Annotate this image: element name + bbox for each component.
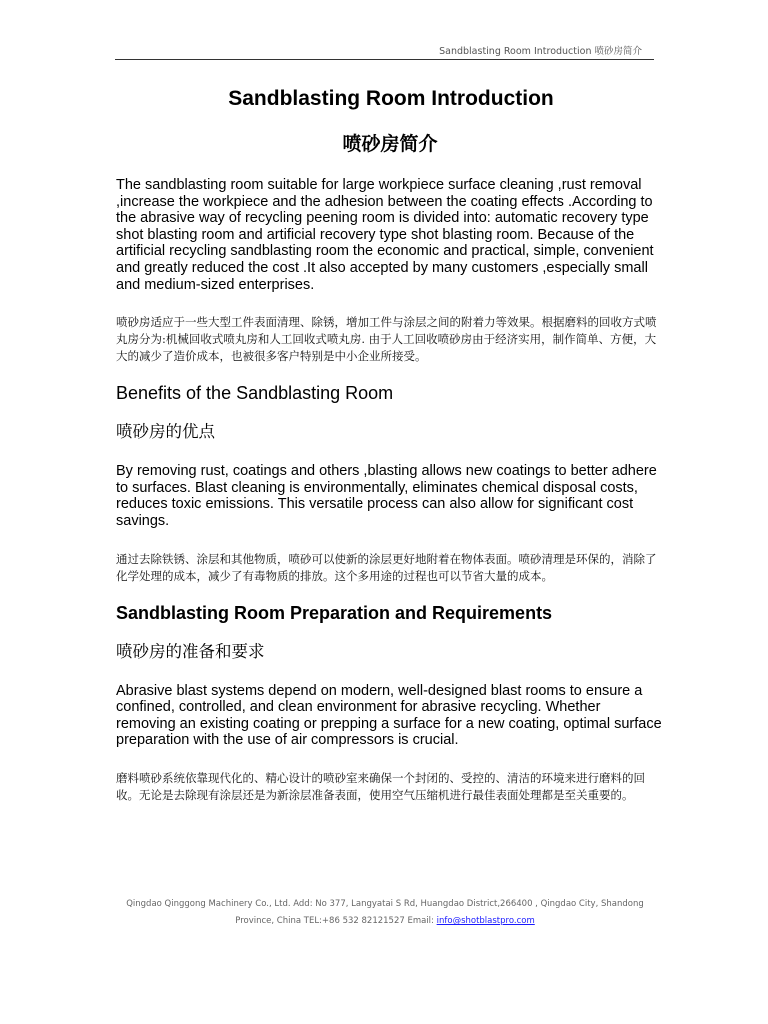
- benefits-heading-en: Benefits of the Sandblasting Room: [116, 383, 394, 404]
- prep-paragraph-cn: 磨料喷砂系统依靠现代化的、精心设计的喷砂室来确保一个封闭的、受控的、清洁的环境来进行磨料的回收。无论是去除现有涂层还是为新涂层准备表面，使用空气压缩机进行最佳表面处理都是至关重要的。: [116, 770, 645, 802]
- title-cn: 喷砂房简介: [342, 133, 438, 155]
- benefits-heading-cn: 喷砂房的优点: [116, 422, 215, 442]
- prep-paragraph-en: Abrasive blast systems depend on modern, well-designed blast rooms to ensure a confined, controlled, and clean environment for abrasive recycling. Whether removing an existing coating or prepping a surface for a new coating, optimal surface preparation with the use of air compressors is crucial.: [116, 682, 662, 749]
- benefits-paragraph-cn: 通过去除铁锈、涂层和其他物质，喷砂可以使新的涂层更好地附着在物体表面。喷砂清理是环保的，消除了化学处理的成本，减少了有毒物质的排放。这个多用途的过程也可以节省大量的成本。: [116, 551, 657, 583]
- footer-email-link[interactable]: info@shotblastpro.com: [436, 916, 535, 926]
- header-divider: [115, 59, 654, 60]
- footer-address-line: Qingdao Qinggong Machinery Co., Ltd. Add: No 377, Langyatai S Rd, Huangdao District,266400 , Qingdao City, Shandong: [126, 899, 644, 909]
- intro-paragraph-en: The sandblasting room suitable for large workpiece surface cleaning ,rust removal ,increase the workpiece and the adhesion between the coating effects .According to the abrasive way of recycling peening room is divided into: automatic recovery type shot blasting room and artificial recovery type shot blasting room. Because of the artificial recycling sandblasting room the economic and practical, simple, convenient and greatly reduced the cost .It also accepted by many customers ,especially small and medium-sized enterprises.: [116, 177, 654, 293]
- document-body: [116, 84, 664, 804]
- footer-contact-line: [100, 913, 670, 930]
- title-en: Sandblasting Room Introduction: [228, 87, 554, 110]
- footer-contact-text: Province, China TEL:+86 532 82121527 Email:: [235, 916, 437, 926]
- prep-heading-en: Sandblasting Room Preparation and Requirements: [116, 602, 553, 623]
- intro-paragraph-cn: 喷砂房适应于一些大型工件表面清理、除锈，增加工件与涂层之间的附着力等效果。根据磨料的回收方式喷丸房分为:机械回收式喷丸房和人工回收式喷丸房. 由于人工回收喷砂房由于经济实用，制作简单、方便，大大的减少了造价成本，也被很多客户特别是中小企业所接受。: [116, 315, 657, 364]
- running-header: Sandblasting Room Introduction 喷砂房简介: [439, 46, 642, 57]
- prep-heading-cn: 喷砂房的准备和要求: [116, 641, 265, 661]
- benefits-paragraph-en: By removing rust, coatings and others ,blasting allows new coatings to better adhere to surfaces. Blast cleaning is environmentally, eliminates chemical disposal costs, reduces toxic emissions. This versatile process can also allow for significant cost savings.: [116, 463, 657, 529]
- page-footer: [100, 896, 670, 930]
